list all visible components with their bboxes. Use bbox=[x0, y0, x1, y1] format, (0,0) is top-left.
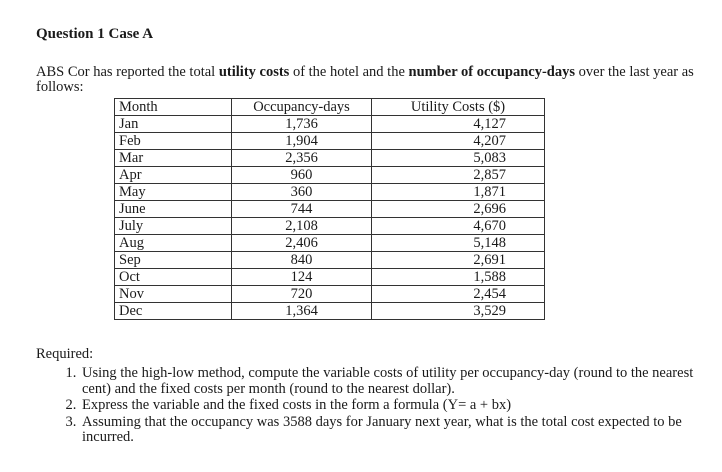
table-body bbox=[115, 116, 545, 320]
cell-month: Aug bbox=[115, 235, 232, 252]
cell-month: Jan bbox=[115, 116, 232, 133]
table-row bbox=[115, 150, 545, 167]
header-occupancy-days: Occupancy-days bbox=[232, 99, 372, 116]
cell-occupancy-days: 840 bbox=[232, 252, 372, 269]
task-item: 1. Using the high-low method, compute the variable costs of utility per occupancy-day (round to the nearest cent) and the fixed costs per month (round to the nearest dollar). bbox=[80, 366, 720, 397]
cell-utility-costs: 5,148 bbox=[372, 235, 545, 252]
table-row bbox=[115, 201, 545, 218]
cell-occupancy-days: 124 bbox=[232, 269, 372, 286]
cell-occupancy-days: 360 bbox=[232, 184, 372, 201]
header-utility-costs: Utility Costs ($) bbox=[372, 99, 545, 116]
table-row bbox=[115, 116, 545, 133]
cell-occupancy-days: 960 bbox=[232, 167, 372, 184]
cell-occupancy-days: 1,736 bbox=[232, 116, 372, 133]
question-heading: Question 1 Case A bbox=[36, 26, 154, 42]
cell-occupancy-days: 720 bbox=[232, 286, 372, 303]
cell-utility-costs: 4,207 bbox=[372, 133, 545, 150]
table-row bbox=[115, 235, 545, 252]
intro-text-2: of the hotel and the bbox=[289, 64, 409, 80]
cell-utility-costs: 5,083 bbox=[372, 150, 545, 167]
cell-month: Oct bbox=[115, 269, 232, 286]
utility-costs-table bbox=[114, 98, 545, 320]
cell-occupancy-days: 2,108 bbox=[232, 218, 372, 235]
header-month: Month bbox=[115, 99, 232, 116]
required-label: Required: bbox=[36, 346, 94, 362]
cell-month: Feb bbox=[115, 133, 232, 150]
cell-occupancy-days: 2,406 bbox=[232, 235, 372, 252]
cell-month: July bbox=[115, 218, 232, 235]
table-row bbox=[115, 269, 545, 286]
intro-bold-utility-costs: utility costs bbox=[218, 64, 290, 80]
cell-occupancy-days: 744 bbox=[232, 201, 372, 218]
intro-text-1: ABS Cor has reported the total bbox=[36, 64, 219, 80]
cell-occupancy-days: 2,356 bbox=[232, 150, 372, 167]
cell-utility-costs: 4,670 bbox=[372, 218, 545, 235]
cell-utility-costs: 2,691 bbox=[372, 252, 545, 269]
cell-occupancy-days: 1,904 bbox=[232, 133, 372, 150]
required-task-list bbox=[54, 366, 720, 447]
table-row bbox=[115, 286, 545, 303]
intro-bold-occupancy-days: number of occupancy-days bbox=[408, 64, 576, 80]
intro-text-3: over the last year as follows: bbox=[36, 64, 694, 95]
task-item: 3. Assuming that the occupancy was 3588 days for January next year, what is the total cost expected to be incurred. bbox=[80, 415, 720, 446]
cell-utility-costs: 2,696 bbox=[372, 201, 545, 218]
intro-paragraph bbox=[36, 65, 696, 95]
table-row bbox=[115, 184, 545, 201]
cell-month: June bbox=[115, 201, 232, 218]
cell-utility-costs: 2,857 bbox=[372, 167, 545, 184]
cell-utility-costs: 2,454 bbox=[372, 286, 545, 303]
cell-month: Dec bbox=[115, 303, 232, 320]
table-row bbox=[115, 252, 545, 269]
table-row bbox=[115, 218, 545, 235]
cell-utility-costs: 1,871 bbox=[372, 184, 545, 201]
cell-month: May bbox=[115, 184, 232, 201]
cell-month: Mar bbox=[115, 150, 232, 167]
cell-occupancy-days: 1,364 bbox=[232, 303, 372, 320]
table-header-row bbox=[115, 99, 545, 116]
table-row bbox=[115, 167, 545, 184]
cell-month: Apr bbox=[115, 167, 232, 184]
cell-month: Nov bbox=[115, 286, 232, 303]
cell-month: Sep bbox=[115, 252, 232, 269]
cell-utility-costs: 3,529 bbox=[372, 303, 545, 320]
cell-utility-costs: 1,588 bbox=[372, 269, 545, 286]
task-item: 2. Express the variable and the fixed costs in the form a formula (Y= a + bx) bbox=[80, 398, 720, 414]
table-row bbox=[115, 133, 545, 150]
table-row bbox=[115, 303, 545, 320]
cell-utility-costs: 4,127 bbox=[372, 116, 545, 133]
